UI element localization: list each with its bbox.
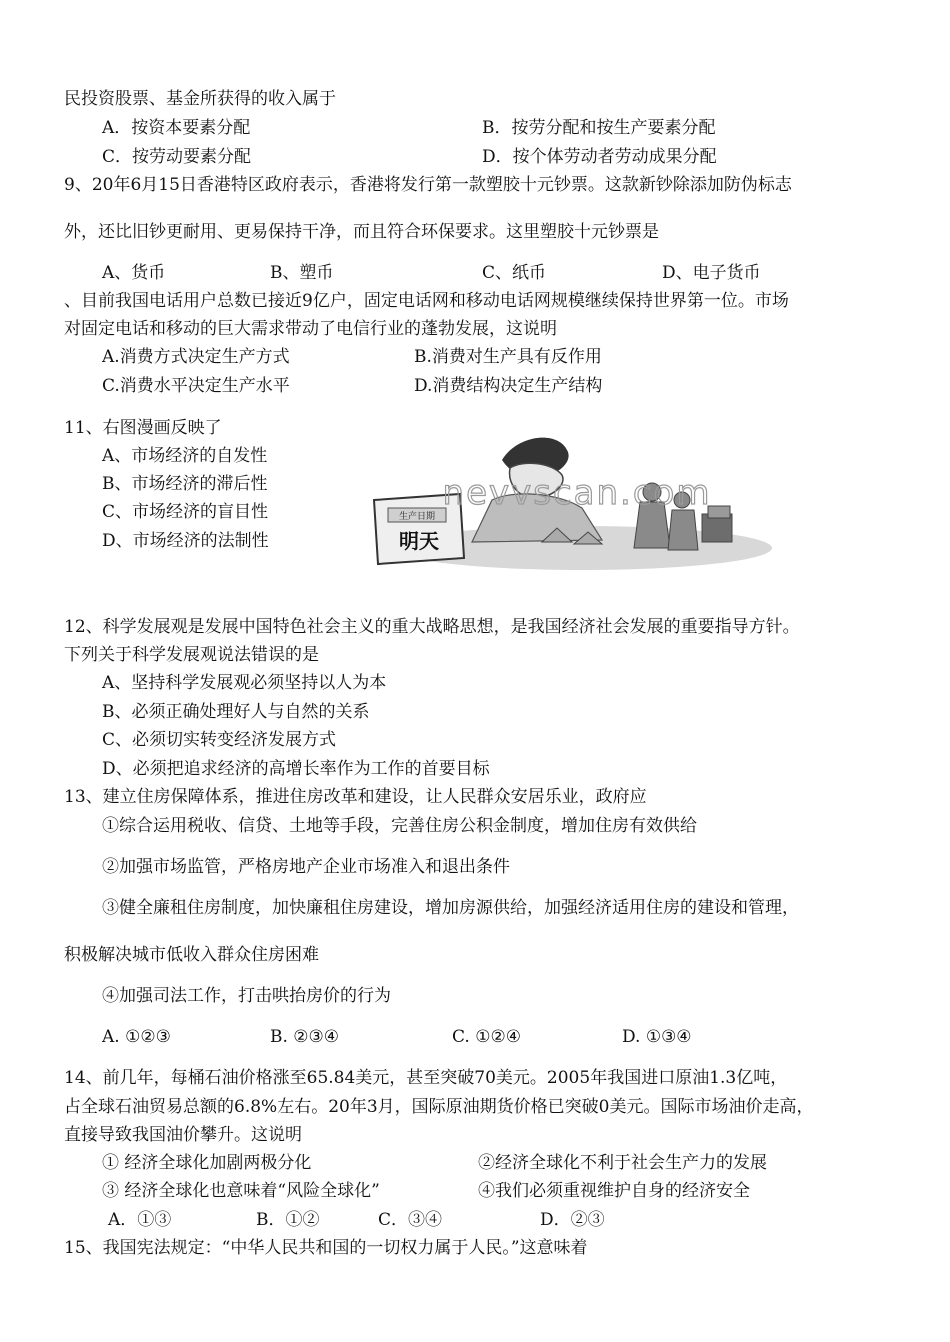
q11-option-a: A、市场经济的自发性 bbox=[102, 446, 268, 466]
q8-stem: 民投资股票、基金所获得的收入属于 bbox=[64, 89, 336, 109]
watermark-text: nevvscan.com bbox=[442, 473, 712, 513]
q12-option-d: D、必须把追求经济的高增长率作为工作的首要目标 bbox=[102, 759, 490, 779]
q9-option-c: C、纸币 bbox=[482, 263, 547, 283]
q12-option-b: B、必须正确处理好人与自然的关系 bbox=[102, 702, 370, 722]
q14-option-d: D．②③ bbox=[540, 1210, 605, 1230]
sign-small-label: 生产日期 bbox=[398, 512, 436, 522]
q10-option-c: C.消费水平决定生产水平 bbox=[102, 376, 290, 396]
q13-item-1: ①综合运用税收、信贷、土地等手段，完善住房公积金制度，增加住房有效供给 bbox=[102, 816, 697, 836]
q9-stem-line1: 9、20年6月15日香港特区政府表示，香港将发行第一款塑胶十元钞票。这款新钞除添加防伪标志 bbox=[64, 175, 792, 195]
q9-stem-line2: 外，还比旧钞更耐用、更易保持干净，而且符合环保要求。这里塑胶十元钞票是 bbox=[64, 222, 659, 242]
q13-item-4: ④加强司法工作，打击哄抬房价的行为 bbox=[102, 986, 391, 1006]
q14-item-4: ④我们必须重视维护自身的经济安全 bbox=[478, 1181, 750, 1201]
q12-option-c: C、必须切实转变经济发展方式 bbox=[102, 730, 337, 750]
q11-stem: 11、右图漫画反映了 bbox=[64, 418, 222, 438]
q9-option-a: A、货币 bbox=[102, 263, 166, 283]
q11-option-c: C、市场经济的盲目性 bbox=[102, 502, 269, 522]
q13-option-b: B. ②③④ bbox=[270, 1027, 340, 1047]
q13-item-3: ③健全廉租住房制度，加快廉租住房建设，增加房源供给，加强经济适用住房的建设和管理， bbox=[102, 898, 799, 918]
q13-option-c: C. ①②④ bbox=[452, 1027, 521, 1047]
q13-item-2: ②加强市场监管，严格房地产企业市场准入和退出条件 bbox=[102, 857, 510, 877]
q8-option-c: C．按劳动要素分配 bbox=[102, 147, 252, 167]
q10-option-a: A.消费方式决定生产方式 bbox=[102, 347, 290, 367]
sign-big-label: 明天 bbox=[399, 529, 439, 553]
q14-option-c: C．③④ bbox=[378, 1210, 443, 1230]
cartoon-illustration bbox=[352, 430, 792, 580]
q13-stem: 13、建立住房保障体系，推进住房改革和建设，让人民群众安居乐业，政府应 bbox=[64, 787, 647, 807]
q14-option-b: B．①② bbox=[256, 1210, 320, 1230]
q8-option-d: D．按个体劳动者劳动成果分配 bbox=[482, 147, 717, 167]
q14-stem-line3: 直接导致我国油价攀升。这说明 bbox=[64, 1125, 302, 1145]
q9-option-b: B、塑币 bbox=[270, 263, 334, 283]
q12-stem-line2: 下列关于科学发展观说法错误的是 bbox=[64, 645, 319, 665]
q10-stem-line1: 、目前我国电话用户总数已接近9亿户，固定电话网和移动电话网规模继续保持世界第一位。市场 bbox=[64, 291, 789, 311]
q10-option-d: D.消费结构决定生产结构 bbox=[414, 376, 603, 396]
q15-stem: 15、我国宪法规定：“中华人民共和国的一切权力属于人民。”这意味着 bbox=[64, 1238, 588, 1258]
q10-stem-line2: 对固定电话和移动的巨大需求带动了电信行业的蓬勃发展，这说明 bbox=[64, 319, 557, 339]
q10-option-b: B.消费对生产具有反作用 bbox=[414, 347, 602, 367]
q12-option-a: A、坚持科学发展观必须坚持以人为本 bbox=[102, 673, 387, 693]
q13-option-d: D. ①③④ bbox=[622, 1027, 692, 1047]
q13-option-a: A. ①②③ bbox=[102, 1027, 171, 1047]
q14-item-1: ① 经济全球化加剧两极分化 bbox=[102, 1153, 312, 1173]
q14-stem-line2: 占全球石油贸易总额的6.8%左右。20年3月，国际原油期货价格已突破0美元。国际市场油价走高， bbox=[64, 1097, 814, 1117]
q9-option-d: D、电子货币 bbox=[662, 263, 761, 283]
q8-option-b: B．按劳分配和按生产要素分配 bbox=[482, 118, 716, 138]
q14-stem-line1: 14、前几年，每桶石油价格涨至65.84美元，甚至突破70美元。2005年我国进口原油1.3亿吨， bbox=[64, 1068, 788, 1088]
q11-option-d: D、市场经济的法制性 bbox=[102, 531, 269, 551]
q14-item-2: ②经济全球化不利于社会生产力的发展 bbox=[478, 1153, 767, 1173]
q14-option-a: A．①③ bbox=[108, 1210, 172, 1230]
q13-item-3-cont: 积极解决城市低收入群众住房困难 bbox=[64, 945, 319, 965]
q14-item-3: ③ 经济全球化也意味着“风险全球化” bbox=[102, 1181, 380, 1201]
q11-option-b: B、市场经济的滞后性 bbox=[102, 474, 268, 494]
q12-stem-line1: 12、科学发展观是发展中国特色社会主义的重大战略思想，是我国经济社会发展的重要指导方针。 bbox=[64, 617, 800, 637]
q8-option-a: A．按资本要素分配 bbox=[102, 118, 251, 138]
